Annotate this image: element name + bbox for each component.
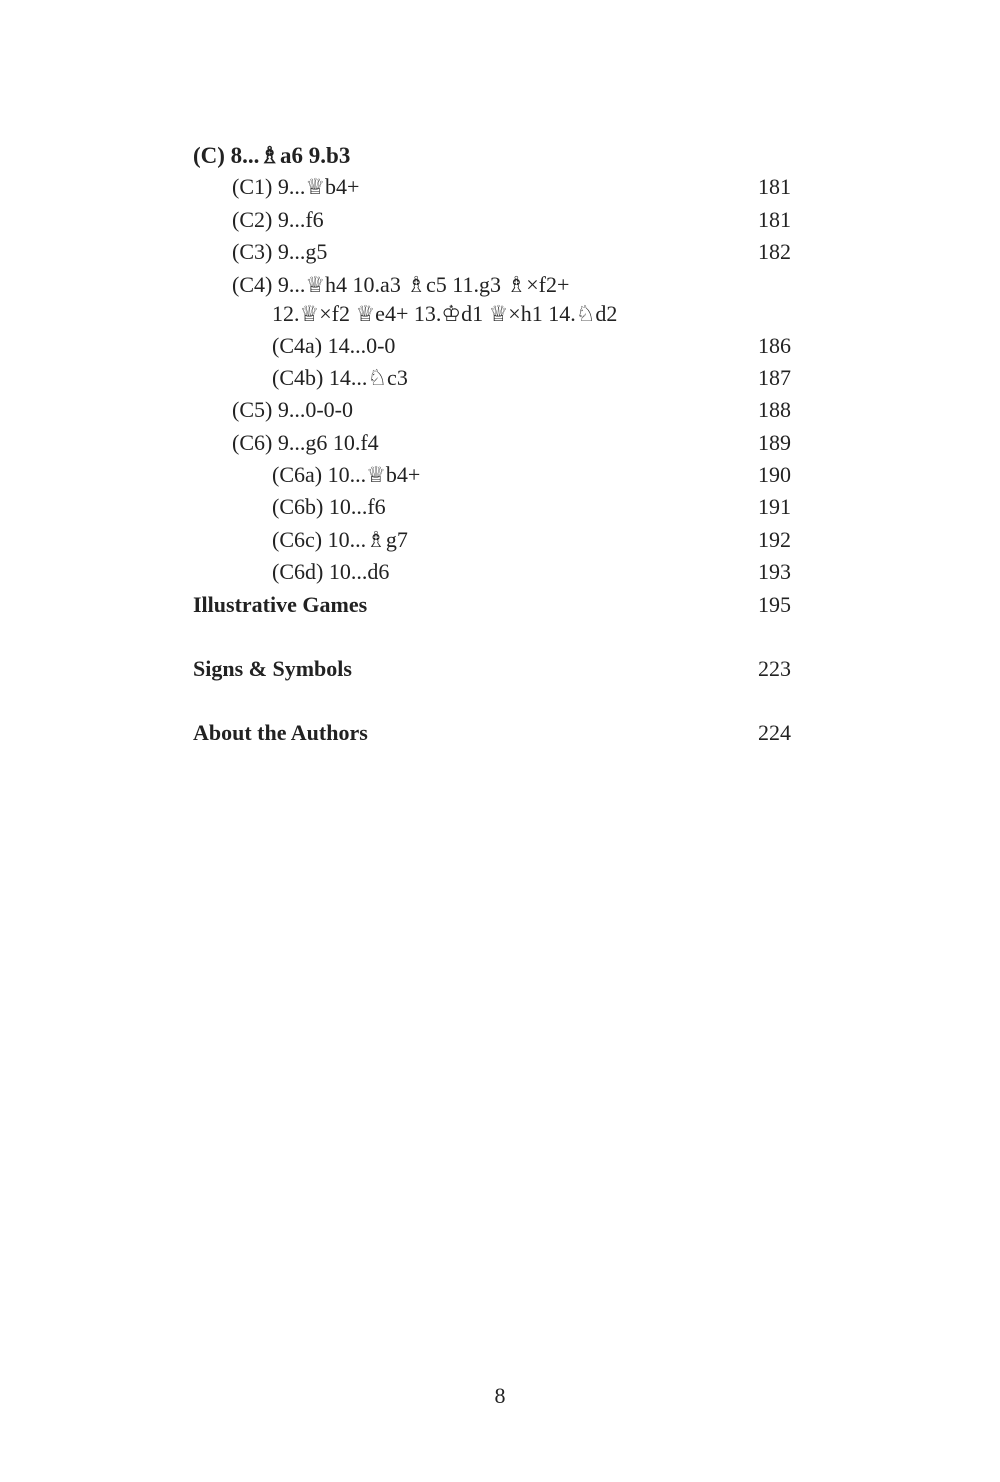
toc-entry-c6a (272, 459, 792, 491)
toc-entry-c5 (232, 394, 792, 426)
toc-page-number: 224 (758, 720, 791, 745)
toc-entry-c6 (232, 427, 792, 459)
toc-page-number: 181 (758, 207, 791, 232)
toc-entry-text: (C4b) 14...♘c3 (272, 365, 408, 390)
toc-chapter-title: About the Authors (193, 720, 368, 745)
toc-page-number: 187 (758, 365, 791, 390)
page-number-footer: 8 (494, 1383, 506, 1408)
toc-signs-symbols (193, 653, 792, 685)
toc-page-number: 189 (758, 430, 791, 455)
toc-entry-c1 (232, 171, 792, 203)
toc-entry-c6c (272, 524, 792, 556)
toc-entry-c4 (232, 269, 792, 301)
toc-entry-c4a (272, 330, 792, 362)
toc-page-number: 191 (758, 494, 791, 519)
toc-entry-text: (C3) 9...g5 (232, 239, 328, 264)
toc-page-number: 190 (758, 462, 791, 487)
toc-entry-text: (C6a) 10...♕b4+ (272, 462, 421, 487)
toc-chapter-title: Illustrative Games (193, 592, 368, 617)
toc-page-number: 188 (758, 397, 791, 422)
toc-entry-text: (C4a) 14...0-0 (272, 333, 396, 358)
toc-page-number: 195 (758, 592, 791, 617)
toc-entry-text: (C6d) 10...d6 (272, 559, 390, 584)
toc-page-number: 181 (758, 174, 791, 199)
toc-page-number: 193 (758, 559, 791, 584)
toc-entry-text: (C6) 9...g6 10.f4 (232, 430, 379, 455)
toc-entry-text: (C6c) 10...♗g7 (272, 527, 408, 552)
toc-entry-text: (C2) 9...f6 (232, 207, 324, 232)
toc-entry-text: (C1) 9...♕b4+ (232, 174, 360, 199)
toc-about-authors (193, 717, 792, 749)
toc-entry-c4b (272, 362, 792, 394)
toc-page-number: 192 (758, 527, 791, 552)
toc-entry-text: (C5) 9...0-0-0 (232, 397, 353, 422)
toc-page-number: 223 (758, 656, 791, 681)
toc-entry-text: (C6b) 10...f6 (272, 494, 386, 519)
toc-entry-c3 (232, 236, 792, 268)
toc-entry-c6d (272, 556, 792, 588)
toc-entry-c4-continuation (272, 298, 792, 330)
toc-chapter-title: Signs & Symbols (193, 656, 352, 681)
toc-entry-text: 12.♕×f2 ♕e4+ 13.♔d1 ♕×h1 14.♘d2 (272, 301, 618, 326)
toc-illustrative-games (193, 589, 792, 621)
toc-section-heading-text: (C) 8...♗a6 9.b3 (193, 143, 351, 168)
toc-page-number: 182 (758, 239, 791, 264)
toc-entry-c2 (232, 204, 792, 236)
toc-page-number: 186 (758, 333, 791, 358)
toc-entry-c6b (272, 491, 792, 523)
toc-entry-text: (C4) 9...♕h4 10.a3 ♗c5 11.g3 ♗×f2+ (232, 272, 570, 297)
toc-section-heading (193, 140, 350, 172)
